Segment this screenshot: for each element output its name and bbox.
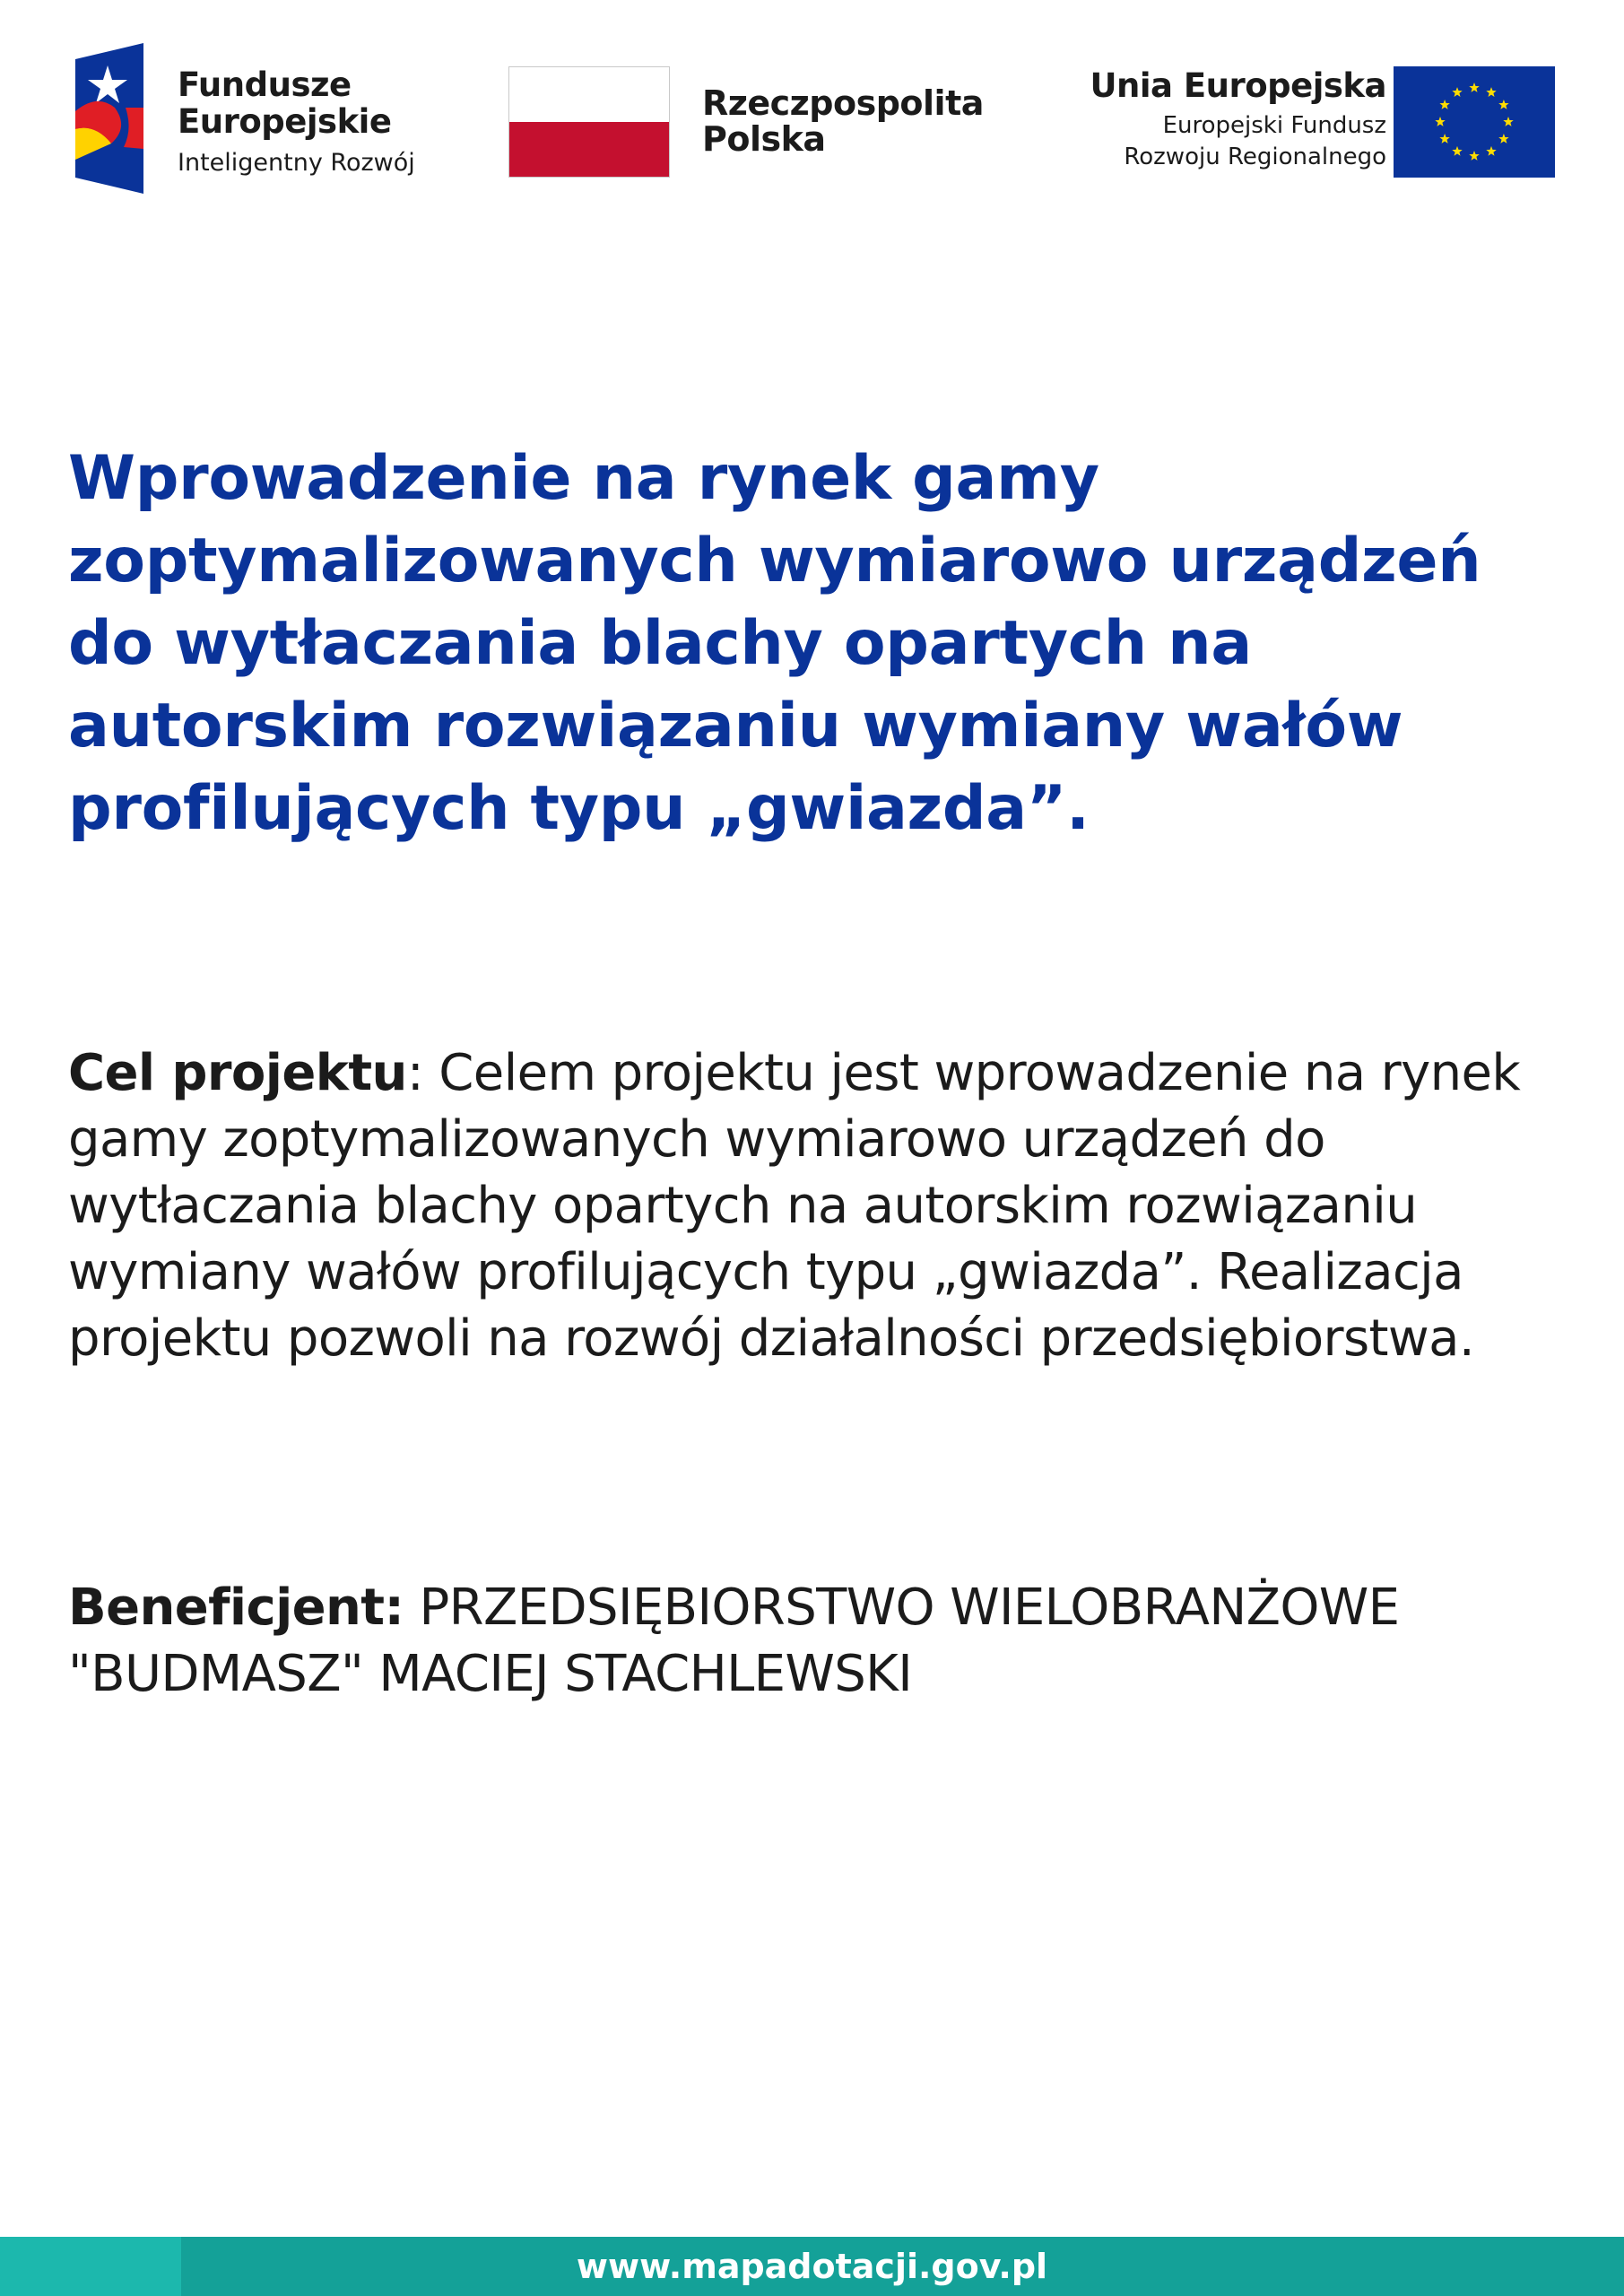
eu-star-icon bbox=[1486, 146, 1496, 156]
rzeczpospolita-line2: Polska bbox=[702, 118, 826, 159]
eu-star-icon bbox=[1498, 100, 1508, 109]
rzeczpospolita-polska-logo bbox=[508, 66, 993, 179]
unia-line1: Unia Europejska bbox=[1090, 66, 1386, 105]
eu-star-icon bbox=[1469, 83, 1479, 92]
fundusze-line3: Inteligentny Rozwój bbox=[178, 149, 415, 177]
fundusze-line2: Europejskie bbox=[178, 102, 392, 141]
polish-flag-icon bbox=[508, 66, 670, 178]
beneficjent-text: PRZEDSIĘBIORSTWO WIELOBRANŻOWE "BUDMASZ" MACIEJ STACHLEWSKI bbox=[68, 1578, 1400, 1703]
unia-line3: Rozwoju Regionalnego bbox=[1124, 143, 1386, 170]
logo-bar bbox=[0, 0, 1624, 206]
fundusze-europejskie-emblem-icon bbox=[72, 43, 147, 194]
eu-star-icon bbox=[1435, 117, 1445, 126]
eu-star-icon bbox=[1469, 151, 1479, 161]
project-title: Wprowadzenie na rynek gamy zoptymalizowanych wymiarowo urządzeń do wytłaczania blachy opartych na autorskim rozwiązaniu wymiany wałów profilujących typu „gwiazda”. bbox=[68, 443, 1481, 844]
eu-star-icon bbox=[1452, 146, 1462, 156]
beneficjent-paragraph bbox=[68, 1575, 1584, 1708]
cel-projektu-label: Cel projektu bbox=[68, 1044, 407, 1102]
unia-line2: Europejski Fundusz bbox=[1162, 111, 1386, 139]
eu-star-icon bbox=[1452, 87, 1462, 97]
fundusze-europejskie-logo bbox=[72, 43, 448, 196]
cel-projektu-text: Celem projektu jest wprowadzenie na rynek gamy zoptymalizowanych wymiarowo urządzeń do wytłaczania blachy opartych na autorskim rozwiązaniu wymiany wałów profilujących typu „gwiazda”. Realizacja projektu pozwoli na rozwój działalności przedsiębiorstwa. bbox=[68, 1044, 1521, 1368]
fundusze-line1: Fundusze bbox=[178, 65, 352, 104]
eu-flag-icon bbox=[1394, 66, 1555, 178]
eu-star-icon bbox=[1439, 100, 1449, 109]
eu-star-icon bbox=[1439, 134, 1449, 144]
eu-star-icon bbox=[1503, 117, 1513, 126]
footer-url[interactable]: www.mapadotacji.gov.pl bbox=[576, 2247, 1048, 2286]
cel-projektu-separator: : bbox=[406, 1044, 439, 1102]
eu-star-icon bbox=[1498, 134, 1508, 144]
eu-star-icon bbox=[1486, 87, 1496, 97]
beneficjent-label: Beneficjent: bbox=[68, 1578, 404, 1637]
footer-bar bbox=[0, 2237, 1624, 2296]
rzeczpospolita-line1: Rzeczpospolita bbox=[702, 83, 984, 123]
unia-europejska-logo bbox=[1058, 66, 1560, 179]
cel-projektu-paragraph bbox=[68, 1040, 1584, 1372]
